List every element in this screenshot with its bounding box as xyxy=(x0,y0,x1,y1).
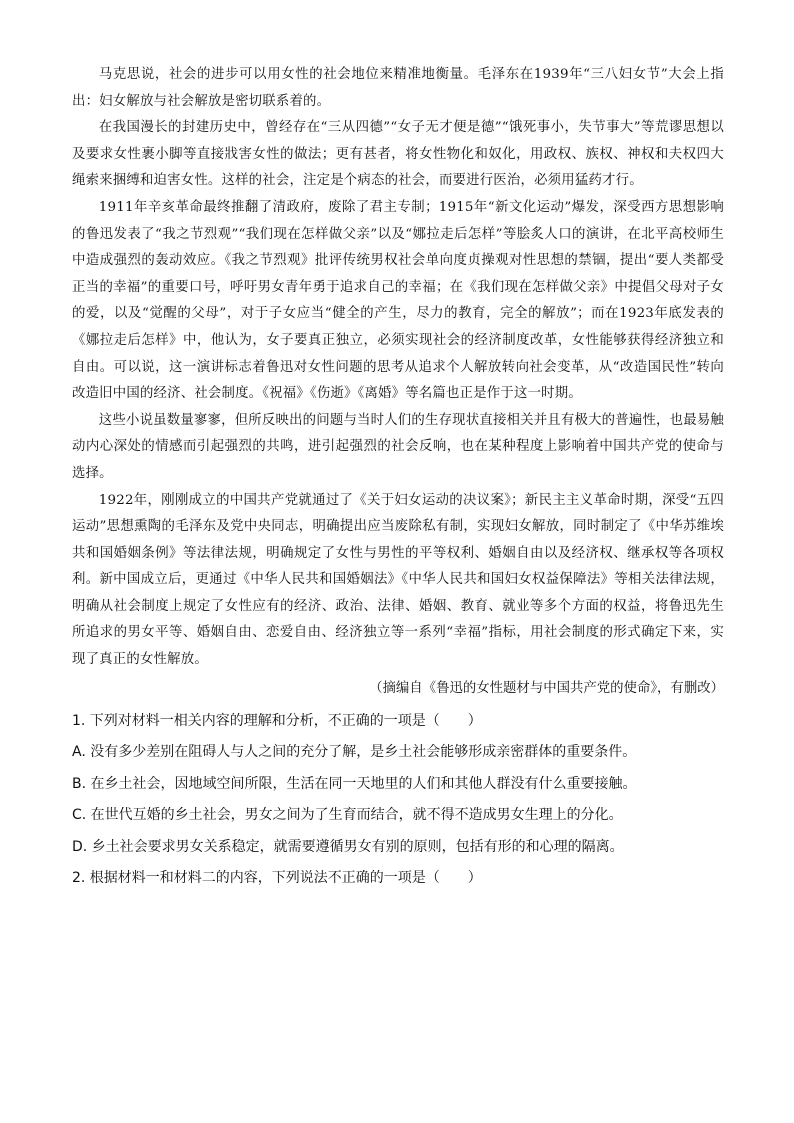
question-1-stem: 1. 下列对材料一相关内容的理解和分析，不正确的一项是（ ） xyxy=(72,712,482,729)
question-1-option-b[interactable]: B. 在乡土社会，因地域空间所限，生活在同一天地里的人们和其他人群没有什么重要接触。 xyxy=(72,775,637,792)
question-1-option-a[interactable]: A. 没有多少差别在阻碍人与人之间的充分了解，是乡土社会能够形成亲密群体的重要条件。 xyxy=(72,744,637,761)
question-2-stem: 2. 根据材料一和材料二的内容，下列说法不正确的一项是（ ） xyxy=(72,870,482,887)
article-source: （摘编自《鲁迅的女性题材与中国共产党的使命》，有删改） xyxy=(369,680,724,696)
question-2 xyxy=(72,863,724,895)
article-paragraph-3: 1911年辛亥革命最终推翻了清政府，废除了君主专制；1915年“新文化运动”爆发，深受西方思想影响的鲁迅发表了“我之节烈观”“我们现在怎样做父亲”以及“娜拉走后怎样”等脍炙人口的演讲，在北平高校师生中造成强烈的轰动效应。《我之节烈观》批评传统男权社会单向度贞操观对性思想的禁锢，提出“要人类都受正当的幸福”的重要口号，呼吁男女青年勇于追求自己的幸福；在《我们现在怎样做父亲》中提倡父母对子女的爱，以及“觉醒的父母”，对于子女应当“健全的产生，尽力的教育，完全的解放”；而在1923年底发表的《娜拉走后怎样》中，他认为，女子要真正独立，必须实现社会的经济制度改革，女性能够获得经济独立和自由。可以说，这一演讲标志着鲁迅对女性问题的思考从追求个人解放转向社会变革，从“改造国民性”转向改造旧中国的经济、社会制度。《祝福》《伤逝》《离婚》等名篇也正是作于这一时期。 xyxy=(72,199,724,402)
question-1-option-d[interactable]: D. 乡土社会要求男女关系稳定，就需要遵循男女有别的原则，包括有形的和心理的隔离。 xyxy=(72,838,624,855)
question-1 xyxy=(72,706,724,864)
article-paragraph-2: 在我国漫长的封建历史中，曾经存在“三从四德”“女子无才便是德”“饿死事小，失节事大”等荒谬思想以及要求女性裹小脚等直接戕害女性的做法；更有甚者，将女性物化和奴化，用政权、族权、神权和夫权四大绳索来捆缚和迫害女性。这样的社会，注定是个病态的社会，而要进行医治，必须用猛药才行。 xyxy=(72,120,724,189)
article-paragraph-5: 1922年，刚刚成立的中国共产党就通过了《关于妇女运动的决议案》；新民主主义革命时期，深受“五四运动”思想熏陶的毛泽东及党中央同志，明确提出应当废除私有制，实现妇女解放，同时制定了《中华苏维埃共和国婚姻条例》等法律法规，明确规定了女性与男性的平等权利、婚姻自由以及经济权、继承权等各项权利。新中国成立后，更通过《中华人民共和国婚姻法》《中华人民共和国妇女权益保障法》等相关法律法规，明确从社会制度上规定了女性应有的经济、政治、法律、婚姻、教育、就业等多个方面的权益，将鲁迅先生所追求的男女平等、婚姻自由、恋爱自由、经济独立等一系列“幸福”指标，用社会制度的形式确定下来，实现了真正的女性解放。 xyxy=(72,492,724,668)
article-paragraph-1: 马克思说，社会的进步可以用女性的社会地位来精准地衡量。毛泽东在1939年“三八妇女节”大会上指出：妇女解放与社会解放是密切联系着的。 xyxy=(72,67,724,109)
document-page xyxy=(72,62,724,895)
question-1-option-c[interactable]: C. 在世代互婚的乡土社会，男女之间为了生育而结合，就不得不造成男女生理上的分化。 xyxy=(72,807,623,824)
article-paragraph-4: 这些小说虽数量寥寥，但所反映出的问题与当时人们的生存现状直接相关并且有极大的普遍性，也最易触动内心深处的情感而引起强烈的共鸣，进引起强烈的社会反响，也在某种程度上影响着中国共产党的使命与选择。 xyxy=(72,412,724,481)
